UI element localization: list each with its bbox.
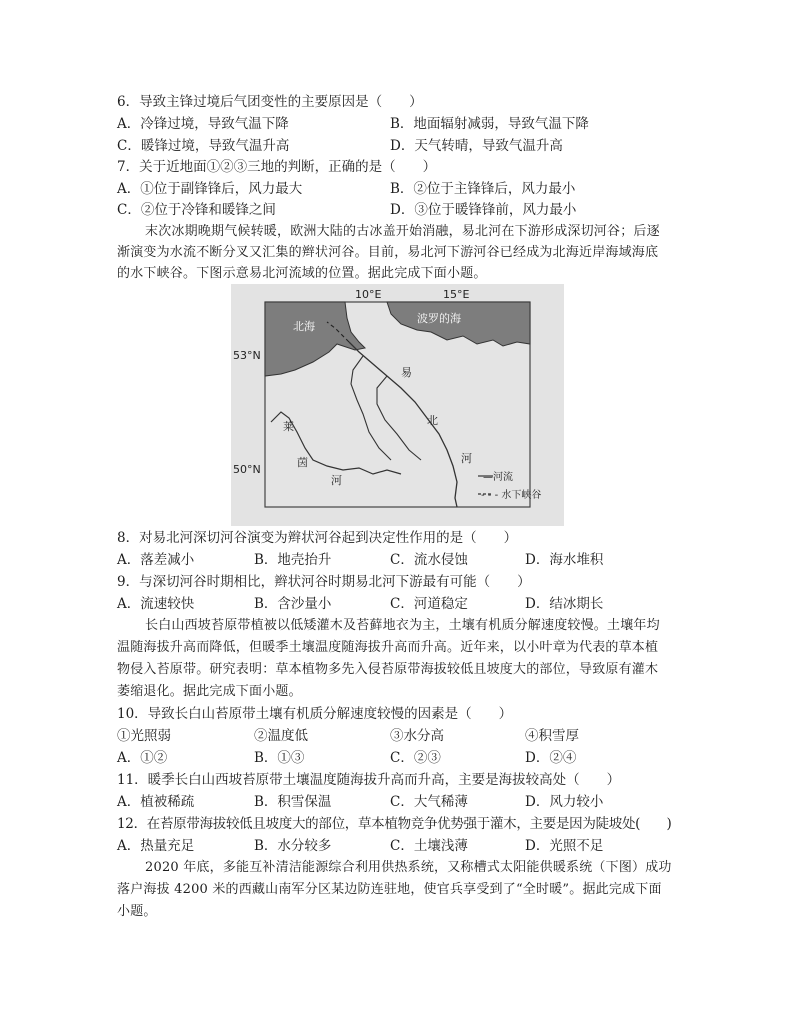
q8-option-b[interactable]: B．地壳抬升 [254, 552, 332, 568]
q10-factor-2: ②温度低 [254, 728, 308, 744]
lat-53-label: 53°N [233, 349, 261, 362]
q9-option-b[interactable]: B．含沙量小 [254, 596, 332, 612]
q12-option-d[interactable]: D．光照不足 [525, 838, 604, 854]
q10-stem: 10．导致长白山苔原带土壤有机质分解速度较慢的因素是（ ） [117, 706, 513, 722]
q10-option-d[interactable]: D．②④ [525, 750, 577, 766]
q6-stem: 6．导致主锋过境后气团变性的主要原因是（ ） [117, 94, 423, 110]
q8-option-c[interactable]: C．流水侵蚀 [390, 552, 468, 568]
q12-stem: 12．在苔原带海拔较低且坡度大的部位，草本植物竞争优势强于灌木，主要是因为陡坡处( ) [117, 816, 672, 832]
q7-option-c[interactable]: C．②位于冷锋和暖锋之间 [117, 202, 276, 218]
north-sea-label: 北海 [293, 320, 315, 333]
legend-river-label: —河流 [483, 472, 513, 483]
rhine-label-1: 莱 [283, 420, 294, 433]
passage3-line-1: 2020 年底，多能互补清洁能源综合利用供热系统，又称槽式太阳能供暖系统（下图）成功 [145, 860, 672, 875]
q10-option-a[interactable]: A．①② [117, 750, 168, 766]
q12-option-a[interactable]: A．热量充足 [117, 838, 195, 854]
passage2-line-1: 长白山西坡苔原带植被以低矮灌木及苔藓地衣为主，土壤有机质分解速度较慢。土壤年均 [145, 618, 660, 633]
q7-option-d[interactable]: D．③位于暖锋锋前，风力最小 [390, 202, 577, 218]
passage1-line-2: 渐演变为水流不断分叉又汇集的辫状河谷。目前，易北河下游河谷已经成为北海近岸海域海底 [117, 245, 659, 260]
q11-option-b[interactable]: B．积雪保温 [254, 794, 332, 810]
q10-factor-3: ③水分高 [390, 728, 444, 744]
passage2-line-2: 温随海拔升高而降低，但暖季土壤温度随海拔升高而升高。近年来，以小叶章为代表的草本植 [117, 640, 659, 655]
q9-stem: 9．与深切河谷时期相比，辫状河谷时期易北河下游最有可能（ ） [117, 574, 531, 590]
q11-option-d[interactable]: D．风力较小 [525, 794, 604, 810]
q7-option-b[interactable]: B．②位于主锋锋后，风力最小 [390, 181, 576, 197]
q12-option-b[interactable]: B．水分较多 [254, 838, 332, 854]
lon-10-label: 10°E [355, 288, 382, 301]
elbe-label-3: 河 [461, 452, 472, 465]
passage2-line-4: 萎缩退化。据此完成下面小题。 [117, 684, 302, 699]
passage1-line-3: 的水下峡谷。下图示意易北河流域的位置。据此完成下面小题。 [117, 266, 487, 281]
q9-option-c[interactable]: C．河道稳定 [390, 596, 468, 612]
rhine-label-2: 茵 [297, 456, 308, 469]
elbe-basin-map [231, 284, 564, 526]
q7-stem: 7．关于近地面①②③三地的判断，正确的是（ ） [117, 159, 437, 175]
legend-canyon-label: - - - 水下峡谷 [481, 490, 542, 501]
q9-option-d[interactable]: D．结冰期长 [525, 596, 604, 612]
baltic-sea-label: 波罗的海 [417, 312, 461, 325]
q6-option-a[interactable]: A．冷锋过境，导致气温下降 [117, 116, 289, 132]
q10-factor-1: ①光照弱 [117, 728, 171, 744]
passage2-line-3: 物侵入苔原带。研究表明：草本植物多先入侵苔原带海拔较低且坡度大的部位，导致原有灌木 [117, 662, 659, 677]
elbe-label-2: 北 [427, 414, 438, 427]
passage3-line-2: 落户海拔 4200 米的西藏山南军分区某边防连驻地，使官兵享受到了“全时暖”。据此完成下面 [117, 882, 662, 897]
q9-option-a[interactable]: A．流速较快 [117, 596, 195, 612]
lat-50-label: 50°N [233, 463, 261, 476]
q10-factor-4: ④积雪厚 [525, 728, 579, 744]
passage1-line-1: 末次冰期晚期气候转暖，欧洲大陆的古冰盖开始消融，易北河在下游形成深切河谷；后逐 [145, 224, 660, 239]
q10-option-b[interactable]: B．①③ [254, 750, 305, 766]
q11-option-c[interactable]: C．大气稀薄 [390, 794, 468, 810]
q6-option-c[interactable]: C．暖锋过境，导致气温升高 [117, 138, 290, 154]
rhine-label-3: 河 [331, 474, 342, 487]
q6-option-d[interactable]: D．天气转晴，导致气温升高 [390, 138, 563, 154]
q11-option-a[interactable]: A．植被稀疏 [117, 794, 195, 810]
q7-option-a[interactable]: A．①位于副锋锋后，风力最大 [117, 181, 303, 197]
q8-option-d[interactable]: D．海水堆积 [525, 552, 604, 568]
passage3-line-3: 小题。 [117, 904, 157, 919]
elbe-label-1: 易 [401, 366, 412, 379]
q8-option-a[interactable]: A．落差减小 [117, 552, 195, 568]
q12-option-c[interactable]: C．土壤浅薄 [390, 838, 468, 854]
q11-stem: 11．暖季长白山西坡苔原带土壤温度随海拔升高而升高，主要是海拔较高处（ ） [117, 772, 621, 788]
lon-15-label: 15°E [443, 288, 470, 301]
q8-stem: 8．对易北河深切河谷演变为辫状河谷起到决定性作用的是（ ） [117, 530, 518, 546]
q6-option-b[interactable]: B．地面辐射减弱，导致气温下降 [390, 116, 589, 132]
map-svg [231, 284, 564, 526]
q10-option-c[interactable]: C．②③ [390, 750, 441, 766]
